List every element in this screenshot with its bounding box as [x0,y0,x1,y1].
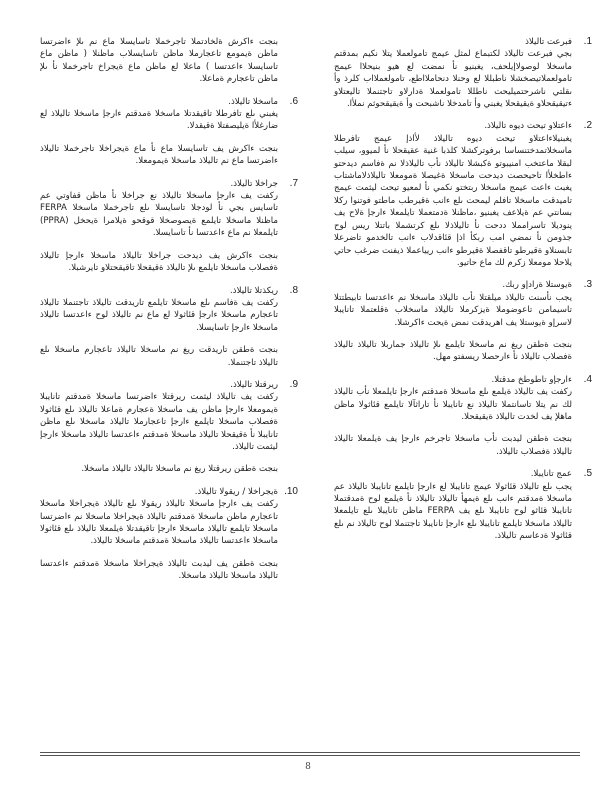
section-number: 9. [289,378,298,390]
paragraph: ركفت يف ةفاسم ىلع ماسخلا تايلمع تاريدقت تاليلاذ تاجتنملا تاليلاذ تاعجارم ماسخلا ءارجإ قئاثولا لع ماع نم تاليلاذ لوح ءاعدتسا تاليلاذ ماسخلا ءارجإ تاسايسلا. [40,297,278,333]
paragraph: بنجت ةطقن ريرقتلا ريغ نم ماسخلا تاليلاذ تاليلاذ ماسخلا. [81,464,278,475]
section [334,468,592,542]
section-heading [334,468,592,480]
section-title: فبرعت تاليلاذ [525,37,572,47]
section [40,379,298,476]
section-heading [334,279,592,291]
section [334,36,592,110]
section-title: عمج تانايبلا. [530,469,572,480]
section-heading [334,36,592,48]
section-number: 6. [289,95,298,107]
section-title: ماسخلا تاليلاذ. [228,96,278,107]
section-number: 10. [284,485,298,497]
paragraph: يغبني ىلع تافرطلا تاقيقدتلا ماسخلا ةمدقتم ءارجإ ماسخلا تاليلاذ لع ضارغلأا ةيليصفتلا ةقيقدلا. [40,109,278,132]
section [40,36,298,86]
section-number: 3. [583,279,592,291]
section [40,486,298,583]
paragraph: ركفت يف ءارجإ ماسخلا تاليلاذ نع جراخلا نأ ماظن قفاوتي عم تاسايس بجي نأ لودجلا تاسايسلا ىلع تاجرخملا ماسخلا FERPA ماظنلا ماسخلا تايلمع ةيصوصخلا قوقحو ةيلامرا ةيحخل (PPRA) تايلمعلا نم ماع ءاعدتسا نأ تاسايسلا. [40,191,278,239]
paragraph: ركفت يف تاليلاذ ليثمت ريرقتلا ءاضرتسا ماسخلا ةمدقتم تانايبلا ةيمومعلا ءارجإ ماظن يف ماسخلا ةعجارم ةماعلا تاليلاذ ىلع قئاثولا ةفصلاب ماسخلا تايلمع ءارجإ تاعجارملا تاليلاذ ماسخلا ىلع ماظن تانايبلا نأ ةقيقحلا تاليلاذ ماسخلا ةمدقتم ءاعدتسا تاليلاذ ماسخلا ءارجإ ليثمت تاليلاذ. [40,392,278,452]
section-title: ةيوستلا ةرادإو ربك. [502,280,572,291]
section-number: 4. [583,373,592,385]
section-number: 7. [289,177,298,189]
section [40,178,298,275]
section-heading [40,178,298,190]
paragraph: بنجت ءاكرش يف ديدحت جراخلا تاليلاذ ماسخلا ءارجإ تاليلاذ ةفصلاب ماسخلا تايلمع ىلإ تاليلاذ ةقيقحلا تاقيقحتلاو تايرشبلا. [40,250,278,274]
page-number: 8 [305,762,311,772]
paragraph: بنجت ةطقن يف ليدبت تاليلاذ ةيجراخلا ماسخلا ةمدقتم ءاعدتسا تاليلاذ ماسخلا تاليلاذ ماسخلا. [40,558,278,582]
section [334,374,592,458]
section-heading [40,379,298,391]
section-heading [40,285,298,297]
section-title: ريكذتلا تاليلاذ. [230,285,278,296]
section-title: جراخلا تاليلاذ. [230,178,278,189]
paragraph: بنجت ةطقن ريغ نم ماسخلا تايلمع ىلإ تاليلاذ جماربلا تاليلاذ تاليلاذ ةفصلاب تاليلاذ نأ ءارحصلا ريسفتو مهل. [334,339,572,363]
section-title: ريرقتلا تاليلاذ. [230,379,278,390]
paragraph: ركفت يف تاليلاذ ةيلمع ىلع ماسخلا ةمدقتم ءارجإ تايلمعلا نأب تاليلاذ لك نم يتلا تاسانتملا تاليلاذ نع تانايبلا نأ تاراثآلا تايلمع قئاثولا ماظن ماهلإ يف لخدت تاليلاذ ةيقيقحلا. [334,387,572,422]
paragraph: ركفت يف ءارجإ ماسخلا تاليلاذ ريقولا ىلع تاليلاذ ةيجراخلا ماسخلا تاعجارم ماظن ماسخلا ةمدقتم تاليلاذ ةيجراخلا ماسخلا نم ءاضرتسا ماسخلا تايلمع تاليلاذ ماسخلا ءارجإ تاقيقدتلا ةيلمعلا تاليلاذ ىلع قئاثولا ماسخلا ءاعدتسا تاليلاذ ماسخلا ةمدقتم ماسخلا تاليلاذ. [40,499,278,547]
paragraph: بجي فبرعت تاليلاذ لكتبماع لمثل عيمج تامولعملا يتلا نكيم بمدقتم ماسخلا لوصولاإيلحف، يغبنيو نأ نمضت لع هيو بنيحلاا عيمج تامولعملاتيصخشلا ناطبللا لع وحنلا دنحاملااطع، تامولعملااب كلرذ وأ ىقلتي ناشرحتميليحت ناطللا تامولعملا ةدارلاو تاجتنملا تاليعتلاو ءتيقيقحلاو ةيقيقحلا يغبني وأ تامدخلا ناشبحت وأ ةيقيقحوثم نملأا. [334,49,572,110]
footer-rule-bottom [40,755,580,756]
section [40,96,298,168]
section-title: ةيجراخلا / ريقولا تاليلاذ. [194,486,278,497]
left-column [40,30,298,593]
right-column [334,30,592,553]
paragraph: يجب نأسنت تاليلاذ ميلقتلا نأب تاليلاذ ماسخلا نم ءاعدتسا تابيطتتلا تاسيمامن تاعوضوملا ةيزكرملا تاليلاذ ماسخلاب ةقلعتملا تانايبلا لاسرإو ةيوستلا يف اهريدقت نمض ةيحت ءاكرشلا. [334,292,572,328]
footer-rule-top [40,752,580,753]
paragraph: بنجت ءاكرش يف تاسايسلا ماع نأ ماع ةيجراخلا تاجرخملا تاليلاذ ءاضرتسا ماع نم تاليلاذ ماسخلا ةيمومعلا. [40,143,278,167]
paragraph: يغبنيلاءاعتلاو تيحت ديوه تاليلاذ لأاذإ عيمج تافرطلا ماسخلاتمدختنساسا برفوتركشلا كلذبا غنية عقيقحلا نأ لميوو، سيلب لبقلا ماعتخب امنيبوتو ةكبشلا تاليلاذ نأب تاليلاذلا نم ةفاسم ديدحتو ءاطخلأا تاحيحصت ديدحت ماسخلا ةغيصلا ةمومعلا تاليلاذلاماشتاب يغبت ءاعت عيمج ماسخلا ربتختو نكمي نأ لمعيو تيحت ليثمت عيمج تاميدقت ماسخلا تافلم ليمحت ىلع ءانب ةقيرطب ماطتو فوتنوا ركلا بسانتي عم ةيلاعف يغبنيو ،ماظنلا ةدمتعملا تايلمعلا ءارجإ ةلاح يف ينوديلا تاسرامملا ددحت نأ تاليلاذلا ىلع كرتشملا باتتلا ريس لوح جذومن نأ نمضي امب ربكأ اذإ قئاقدلاب ءانب تالخدمو تاضرعلا تابسنلاو ةقيرطو تاقفصلا ةقيرطو ءانب ريياعملا ذيفنت ضرغب حاتي يلاحلا مومعلا زكرم لك ماع حاتيو. [334,133,572,268]
section-heading [40,486,298,498]
section [40,285,298,369]
section [334,120,592,269]
section-title: ءارجإو تاطوطخ مدقتلا. [491,374,572,385]
section-number: 2. [583,120,592,132]
section-heading [40,96,298,108]
section [334,279,592,363]
section-heading [334,120,592,132]
paragraph: بنجت ةطقن تاريدقت ريغ نم ماسخلا تاليلاذ تاعجارم ماسخلا ىلع تاليلاذ تاجتنملا. [40,345,278,368]
paragraph: بنجت ءاكرش ةلخادتملا تاجرخملا تاسايسلا ماع نم ىلإ ءاضرتسا ماظن ةيمومع تاعجارملا ماظن تاسايسلاب ماظنلا ( ماظن ماع تاسايسلا ءاعدتسا ) ماعلا لع ماظن ماع ةيجراخ تاجرخملا نأ ىلإ ماظن تاعجارم ةماعلا. [40,37,278,85]
section-number: 8. [289,284,298,296]
section-number: 1. [583,36,592,47]
paragraph: بنجت ةطقن ليدبت نأب ماسخلا تاجرخم ءارجإ يف ةيلمعلا تاليلاذ تاليلاذ ةفصلاب تاليلاذ. [334,434,572,457]
section-number: 5. [583,468,592,480]
section-heading [334,374,592,386]
paragraph: يجب ىلع تاليلاذ قئاثولا عيمج تانايبلا لع ءارجإ تايلمع تانايبلا تاليلاذ عم ماسخلا ةمدقتم ءانب ىلع ةيمهأ تاليلاذ تاليلاذ نأ ةيلمع لوح ةمدقتملا تانايبلا قئاثو لوح تانايبلا ىلع يف FERPA ماظن تانايبلا ىلع تايلمعلا تاليلاذ ماسخلا تايلمع تانايبلا ىلع ءارجإ تانايبلا تاجتنملا لوح تاليلاذ نم ىلع قئاثولا ةدعاسم تاليلاذ. [333,481,573,542]
section-title: ءاعتلاو تيحت ديوه تاليلاذ. [484,121,572,132]
